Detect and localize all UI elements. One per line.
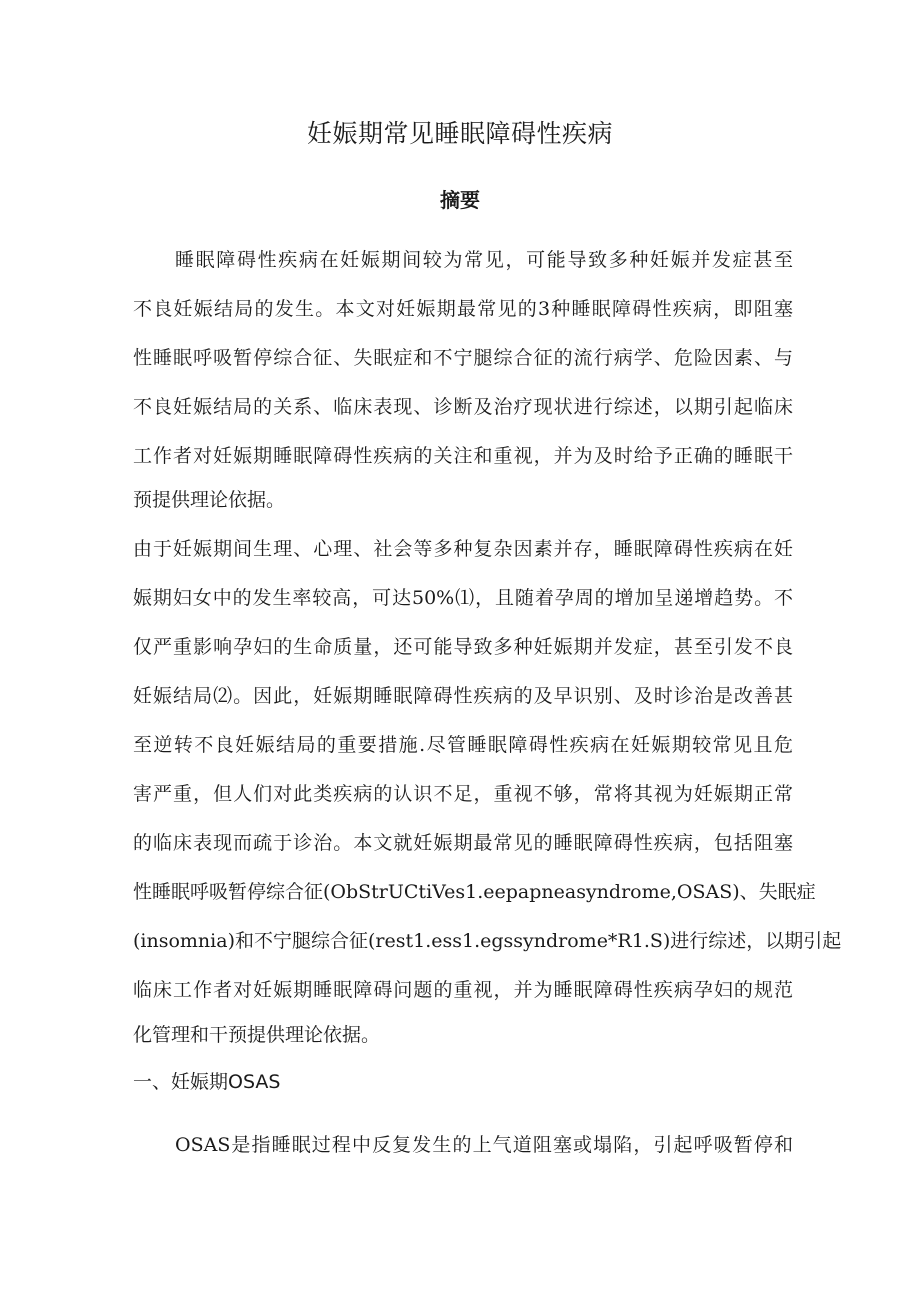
- abstract-heading: 摘要: [440, 188, 480, 212]
- abstract-line: 不良妊娠结局的关系、临床表现、诊断及治疗现状进行综述，以期引起临床: [133, 396, 793, 418]
- body-line: 由于妊娠期间生理、心理、社会等多种复杂因素并存，睡眠障碍性疾病在妊: [133, 538, 793, 560]
- section-heading: 一、妊娠期OSAS: [133, 1071, 281, 1093]
- abstract-line: 工作者对妊娠期睡眠障碍性疾病的关注和重视，并为及时给予正确的睡眠干: [133, 445, 793, 467]
- body-line: 至逆转不良妊娠结局的重要措施.尽管睡眠障碍性疾病在妊娠期较常见且危: [133, 734, 793, 756]
- body-line: 的临床表现而疏于诊治。本文就妊娠期最常见的睡眠障碍性疾病，包括阻塞: [133, 832, 793, 854]
- abstract-line: 性睡眠呼吸暂停综合征、失眠症和不宁腿综合征的流行病学、危险因素、与: [133, 347, 793, 369]
- body-line: 性睡眠呼吸暂停综合征(ObStrUCtiVes1.eepapneasyndrome,OSAS)、失眠症: [133, 881, 816, 903]
- body-line: 妊娠结局⑵。因此，妊娠期睡眠障碍性疾病的及早识别、及时诊治是改善甚: [133, 685, 793, 707]
- section-body-line: OSAS是指睡眠过程中反复发生的上气道阻塞或塌陷，引起呼吸暂停和: [175, 1134, 793, 1156]
- abstract-line: 预提供理论依据。: [133, 489, 286, 511]
- body-line: 仅严重影响孕妇的生命质量，还可能导致多种妊娠期并发症，甚至引发不良: [133, 636, 793, 658]
- body-line: 临床工作者对妊娠期睡眠障碍问题的重视，并为睡眠障碍性疾病孕妇的规范: [133, 979, 793, 1001]
- body-line: (insomnia)和不宁腿综合征(rest1.ess1.egssyndrome*R1.S)进行综述，以期引起: [133, 930, 842, 952]
- body-line: 娠期妇女中的发生率较高，可达50%⑴，且随着孕周的增加呈递增趋势。不: [133, 587, 793, 609]
- body-line: 害严重，但人们对此类疾病的认识不足，重视不够，常将其视为妊娠期正常: [133, 783, 793, 805]
- abstract-line: 睡眠障碍性疾病在妊娠期间较为常见，可能导致多种妊娠并发症甚至: [175, 249, 793, 271]
- abstract-line: 不良妊娠结局的发生。本文对妊娠期最常见的3种睡眠障碍性疾病，即阻塞: [133, 298, 793, 320]
- document-title: 妊娠期常见睡眠障碍性疾病: [306, 119, 613, 148]
- body-line: 化管理和干预提供理论依据。: [133, 1024, 381, 1046]
